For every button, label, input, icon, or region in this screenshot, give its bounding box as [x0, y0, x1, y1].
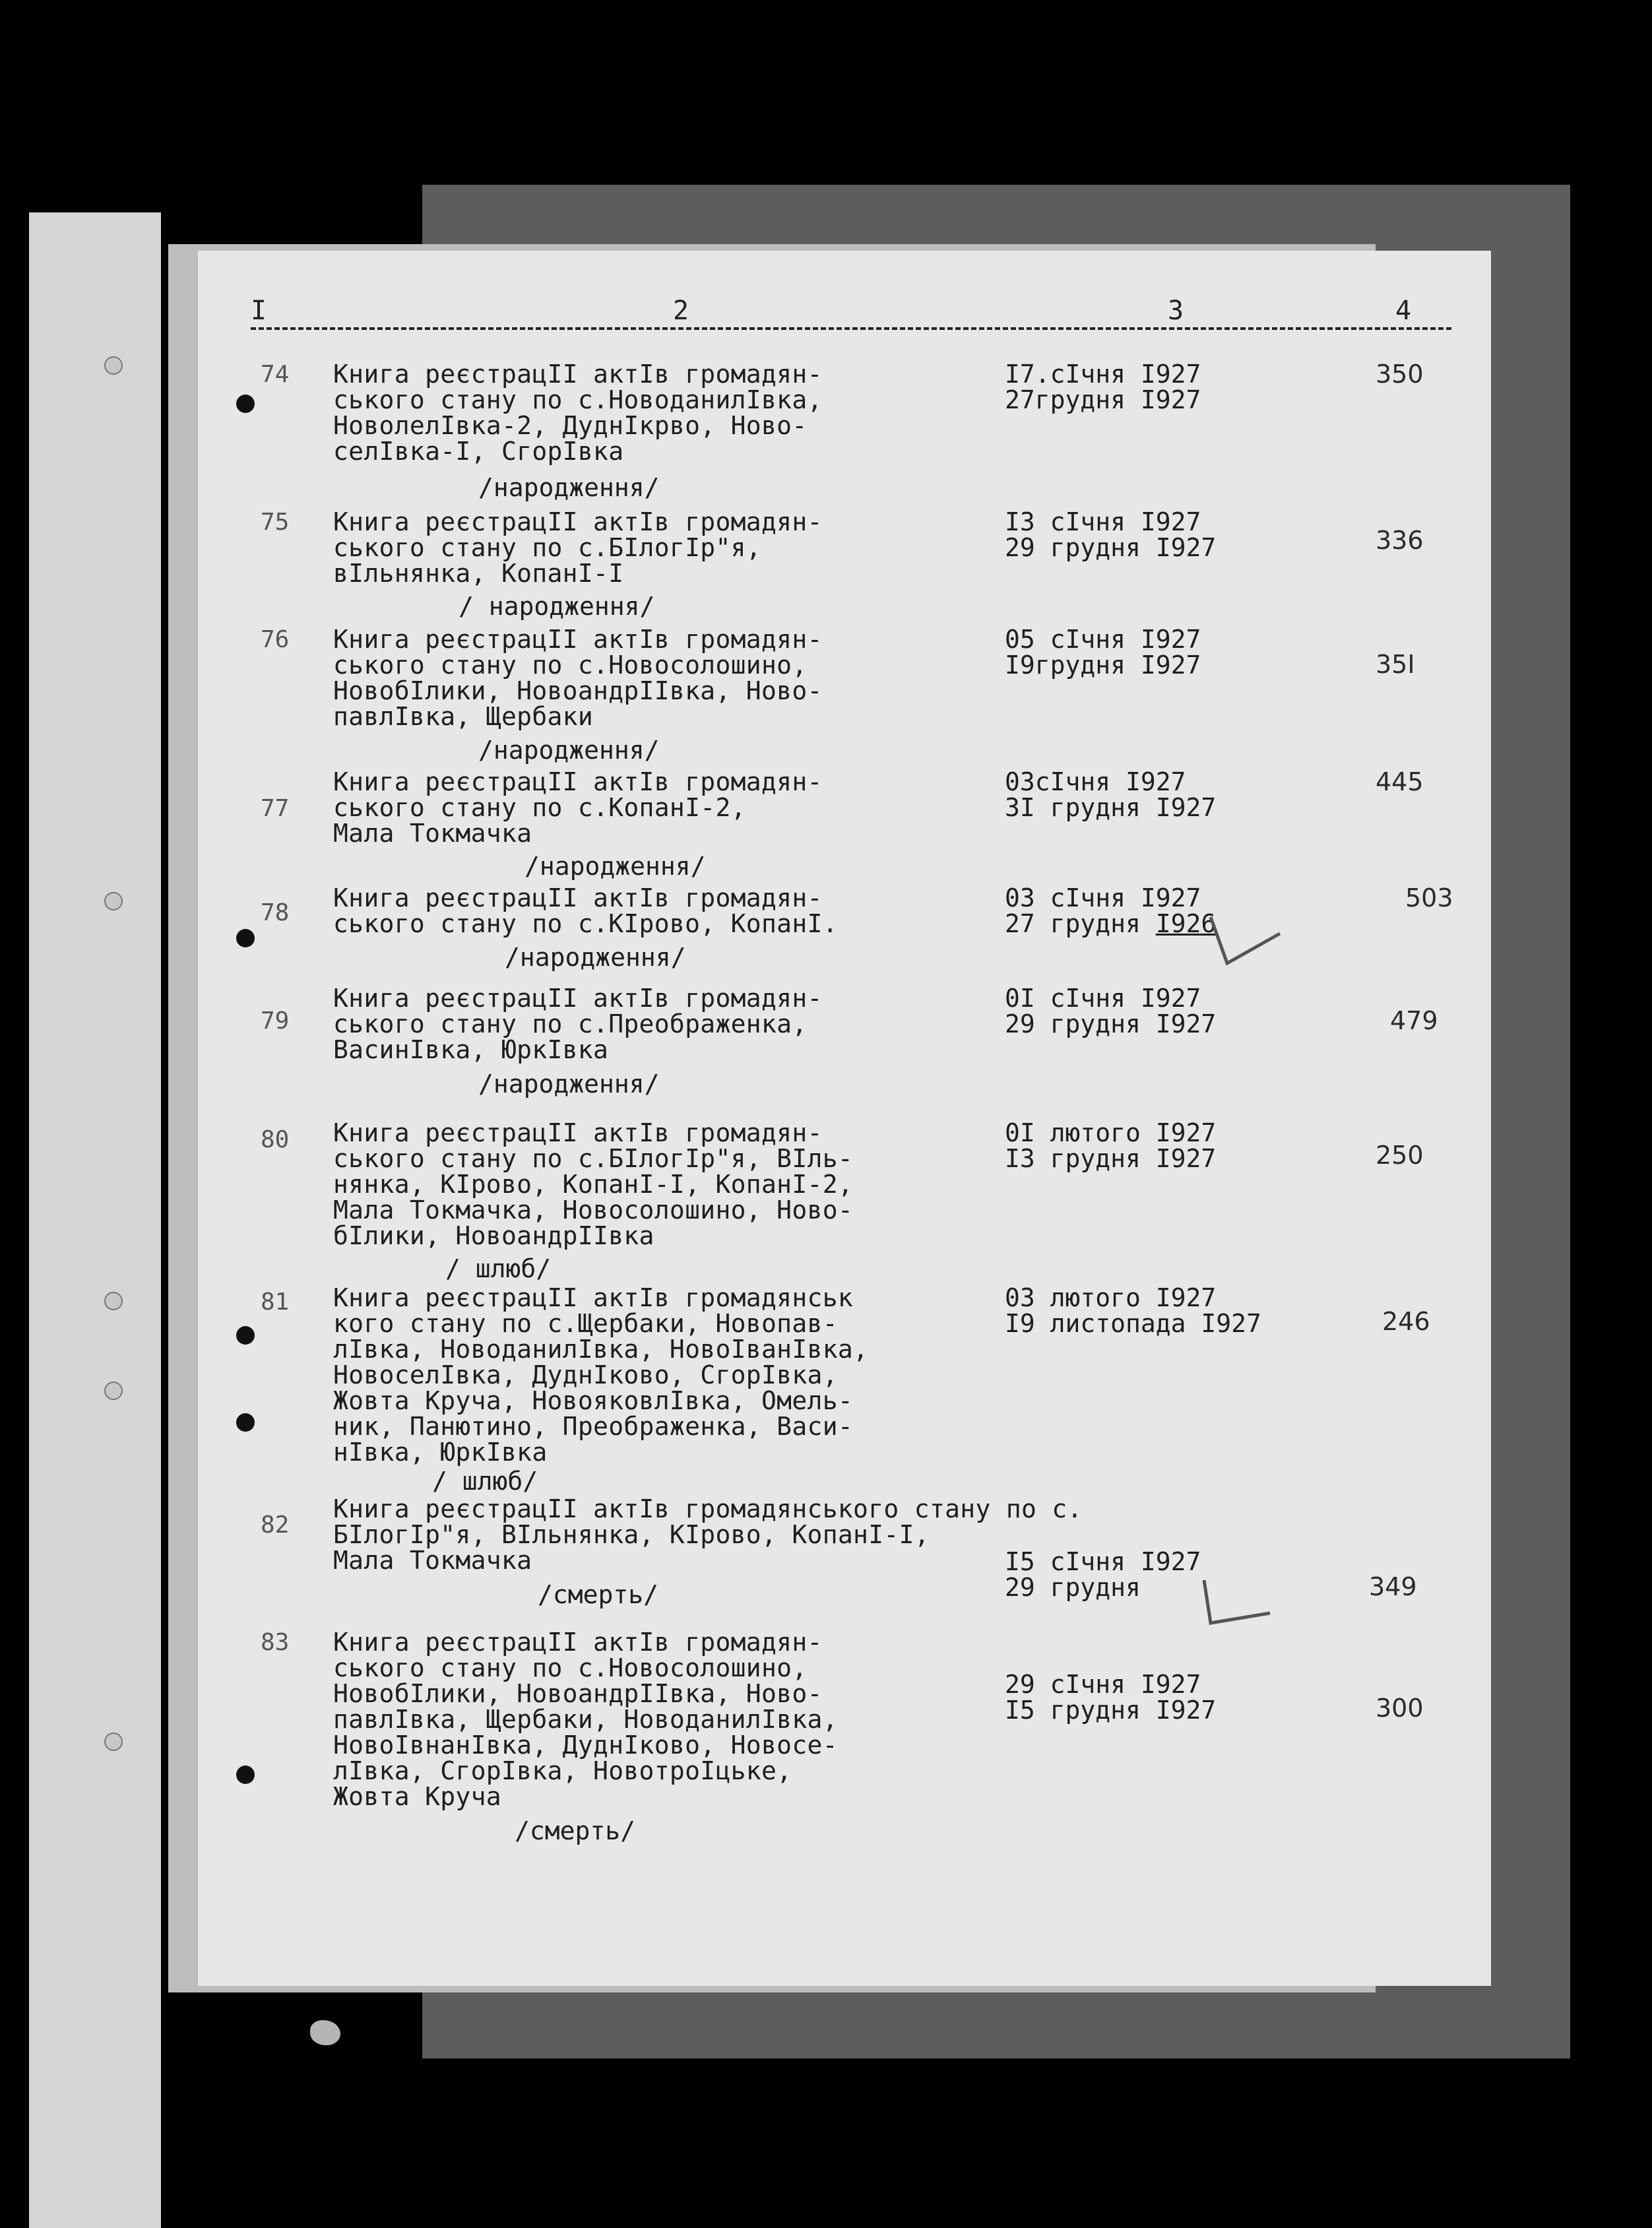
entry-type: /смерть/ [538, 1580, 659, 1609]
entry-dates: 03сІчня I927 3I грудня I927 [1005, 767, 1217, 822]
entry-description: Книга реєстрацІІ актІв громадян- ського стану по с.Новосолошино, НовобІлики, НовоандрІІвка, Ново- павлІвка, Щербаки, НоводанилІвка, НовоІвнанІвка, ДуднІково, Новосе- лІвка, СгорІвка, НовотроІцьке, Жовта Круча [333, 1628, 838, 1811]
register-page [198, 251, 1491, 1986]
entry-count: 503 [1405, 883, 1453, 912]
binder-hole [104, 1292, 123, 1310]
entry-count: 349 [1369, 1572, 1417, 1601]
column-2-label: 2 [673, 296, 689, 326]
check-mark-icon [1188, 1570, 1280, 1643]
entry-dates: 29 сІчня I927 I5 грудня I927 [1005, 1670, 1217, 1725]
entry-type: / шлюб/ [445, 1254, 552, 1283]
entry-count: 250 [1376, 1141, 1424, 1170]
entry-type: /народження/ [524, 852, 706, 881]
entry-dates: 0I лютого I927 I3 грудня I927 [1005, 1118, 1217, 1173]
entry-count: 300 [1376, 1694, 1424, 1723]
entry-count: 350 [1376, 360, 1424, 389]
entry-date-start: 03 сІчня I927 [1005, 883, 1201, 912]
entry-dates: 05 сІчня I927 I9грудня I927 [1005, 625, 1201, 680]
entry-count: 336 [1376, 526, 1424, 555]
entry-type: /народження/ [478, 1069, 660, 1098]
entry-type: /народження/ [478, 736, 660, 765]
entry-number: 76 [261, 626, 290, 653]
entry-number: 74 [261, 361, 290, 388]
binder-hole [104, 892, 123, 910]
entry-description: Книга реєстрацІІ актІв громадян- ського стану по с.КІрово, КопанІ. [333, 883, 838, 938]
entry-description: Книга реєстрацІІ актІв громадян- ського стану по с.БІлогІр"я, ВІль- нянка, КІрово, КопанІ-І, КопанІ-2, Мала Токмачка, Новосолошино, Ново- бІлики, НовоандрІІвка [333, 1118, 854, 1250]
entry-number: 77 [261, 795, 290, 822]
binder-hole [104, 1733, 123, 1751]
entry-count: 35I [1376, 650, 1415, 679]
entry-description: Книга реєстрацІІ актІв громадян- ського стану по с.НоводанилІвка, НоволелІвка-2, ДуднІкрво, Ново- селІвка-І, СгорІвка [333, 360, 823, 466]
entry-description: Книга реєстрацІІ актІв громадянського стану по с. БІлогІр"я, ВІльнянка, КІрово, КопанІ-І, Мала Токмачка [333, 1494, 1083, 1575]
entry-count: 479 [1390, 1006, 1438, 1035]
entry-count: 445 [1376, 767, 1424, 796]
entry-number: 80 [261, 1126, 290, 1153]
entry-description: Книга реєстрацІІ актІв громадянськ кого стану по с.Щербаки, Новопав- лІвка, НоводанилІвка, НовоІванІвка, НовоселІвка, ДуднІково, СгорІвка, Жовта Круча, НовояковлІвка, Омель- ник, Панютино, Преображенка, Васи- нІвка, ЮркІвка [333, 1283, 869, 1467]
entry-type: / народження/ [459, 592, 655, 621]
entry-dates: I3 сІчня I927 29 грудня I927 [1005, 507, 1217, 562]
entry-dates: I7.сІчня I927 27грудня I927 [1005, 360, 1201, 414]
entry-count: 246 [1382, 1307, 1430, 1336]
column-header-row [251, 296, 1451, 330]
entry-date-end: 27 грудня [1005, 909, 1156, 938]
punch-hole [236, 395, 255, 413]
entry-number: 82 [261, 1512, 290, 1539]
entry-number: 75 [261, 509, 290, 536]
entry-description: Книга реєстрацІІ актІв громадян- ського стану по с.Новосолошино, НовобІлики, НовоандрІІвка, Ново- павлІвка, Щербаки [333, 625, 823, 731]
entry-dates [1005, 885, 1216, 937]
binder-hole [104, 356, 123, 375]
punch-hole [236, 1413, 255, 1432]
entry-type: / шлюб/ [432, 1467, 538, 1496]
entry-dates: I5 сІчня I927 29 грудня [1005, 1547, 1201, 1602]
folder-edge-strip [29, 212, 161, 2228]
punch-hole [236, 1766, 255, 1784]
check-mark-icon [1197, 904, 1290, 976]
binder-hole [104, 1382, 123, 1400]
punch-hole [236, 929, 255, 947]
debris-speck [310, 2020, 340, 2045]
entry-type: /народження/ [478, 473, 660, 502]
entry-type: /народження/ [505, 943, 686, 972]
entry-number: 83 [261, 1629, 290, 1656]
entry-number: 81 [261, 1289, 290, 1316]
corrected-year: I926 [1155, 909, 1217, 938]
punch-hole [236, 1326, 255, 1345]
entry-description: Книга реєстрацІІ актІв громадян- ського стану по с.Преображенка, ВасинІвка, ЮркІвка [333, 984, 823, 1064]
entry-description: Книга реєстрацІІ актІв громадян- ського стану по с.КопанІ-2, Мала Токмачка [333, 767, 823, 848]
column-3-label: 3 [1168, 296, 1184, 326]
entry-number: 79 [261, 1007, 290, 1034]
column-4-label: 4 [1395, 296, 1412, 326]
entry-dates: 03 лютого I927 I9 листопада I927 [1005, 1283, 1261, 1338]
entry-description: Книга реєстрацІІ актІв громадян- ського стану по с.БІлогІр"я, вІльнянка, КопанІ-І [333, 507, 823, 588]
column-1-label: I [251, 296, 267, 326]
entry-dates: 0I сІчня I927 29 грудня I927 [1005, 984, 1217, 1038]
entry-number: 78 [261, 899, 290, 926]
entry-type: /смерть/ [515, 1816, 636, 1845]
